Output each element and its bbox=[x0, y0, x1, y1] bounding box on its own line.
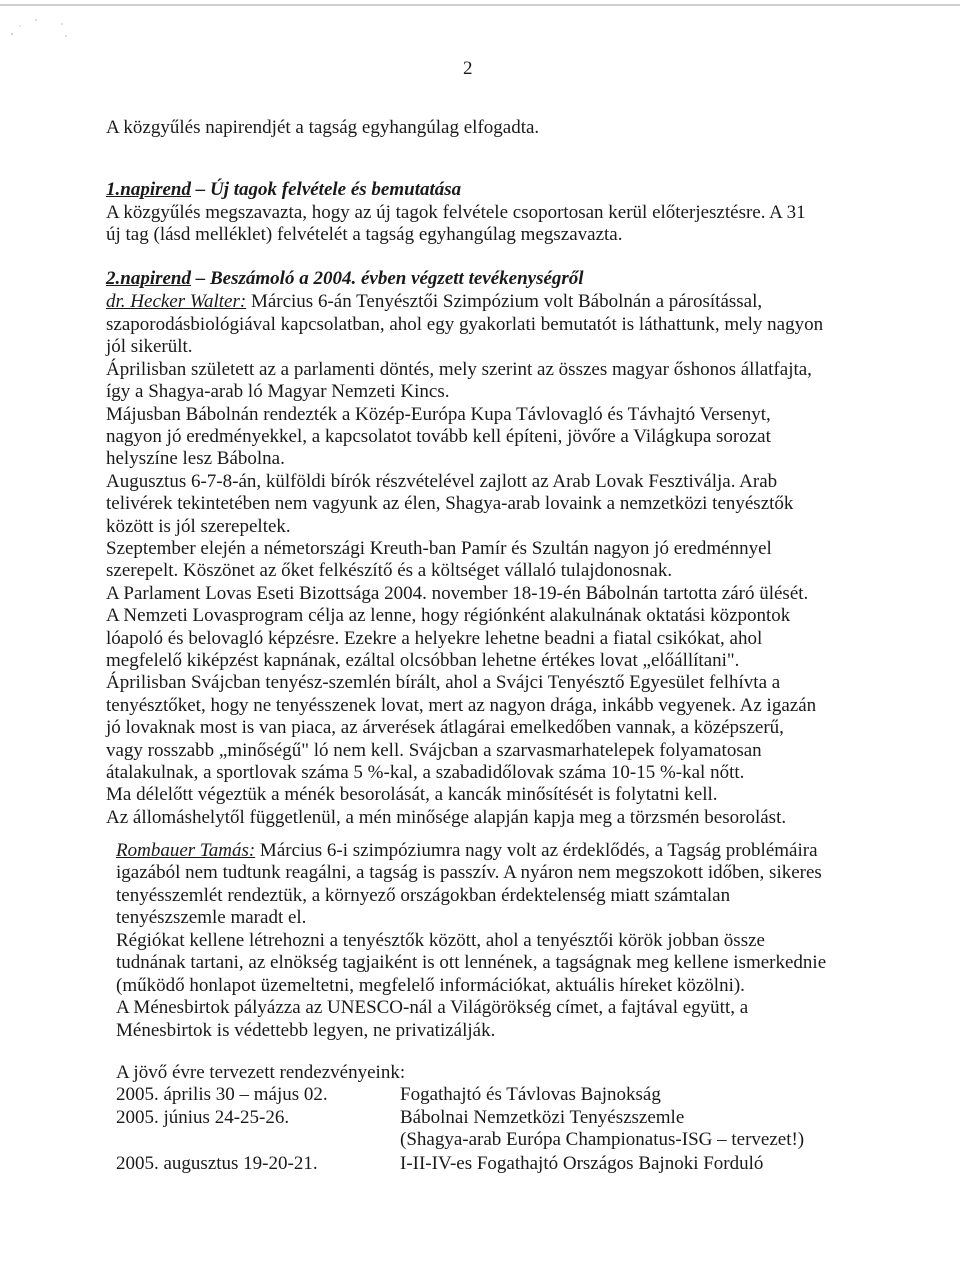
rombauer-text-line: Ménesbirtok is védettebb legyen, ne privatizálják. bbox=[116, 1019, 496, 1041]
rombauer-text-line: A Ménesbirtok pályázza az UNESCO-nál a Világörökség címet, a fajtával együtt, a bbox=[116, 997, 749, 1018]
rombauer-text-line: tenyésszemlét rendeztük, a környező országokban érdektelenség miatt számtalan bbox=[116, 884, 731, 906]
agenda2-text-line: Májusban Bábolnán rendezték a Közép-Európa Kupa Távlovagló és Távhajtó Versenyt, bbox=[106, 403, 771, 425]
agenda2-text-line: jó lovaknak most is van piaca, az árverések átlagárai emelkedőben vannak, a középszerű, bbox=[106, 717, 784, 739]
agenda1-dash: – bbox=[191, 179, 210, 200]
agenda2-text-line: megfelelő kiképzést kapnának, ezáltal olcsóbban lehetne értékes lovat „előállítani". bbox=[106, 650, 740, 671]
agenda2-text-line: nagyon jó eredményekkel, a kapcsolatot tovább kell építeni, jövőre a Világkupa sorozat bbox=[106, 426, 771, 447]
agenda2-text-line: lóapoló és belovagló képzésre. Ezekre a helyekre lehetne beadni a fiatal csikókat, ahol bbox=[106, 627, 763, 649]
agenda2-text-line: így a Shagya-arab ló Magyar Nemzeti Kincs. bbox=[106, 381, 450, 403]
agenda2-first-line-text: Március 6-án Tenyésztői Szimpózium volt Bábolnán a párosítással, bbox=[246, 291, 763, 312]
rombauer-text-line: tudnának tartani, az elnökség tagjaiként is ott lennének, a tagságnak meg kellene ismerkednie bbox=[116, 952, 827, 973]
event-name: Bábolnai Nemzetközi Tenyészszemle bbox=[400, 1107, 685, 1128]
agenda1-text-line: A közgyűlés megszavazta, hogy az új tagok felvétele csoportosan kerül előterjesztésre. A 31 bbox=[106, 202, 806, 223]
speaker-rombauer: Rombauer Tamás: bbox=[116, 840, 256, 861]
scan-specks bbox=[6, 14, 76, 42]
agenda2-title: Beszámoló a 2004. évben végzett tevékenységről bbox=[210, 268, 584, 289]
agenda2-text-line: A Nemzeti Lovasprogram célja az lenne, hogy régiónként alakulnának oktatási központok bbox=[106, 605, 791, 627]
event-note: (Shagya-arab Európa Championatus-ISG – tervezet!) bbox=[400, 1129, 805, 1150]
agenda1-title: Új tagok felvétele és bemutatása bbox=[210, 179, 462, 200]
agenda1-label: 1.napirend bbox=[106, 179, 191, 200]
agenda1-text-line: új tag (lásd melléklet) felvételét a tagság egyhangúlag megszavazta. bbox=[106, 224, 623, 245]
event-name: I-II-IV-es Fogathajtó Országos Bajnoki Forduló bbox=[400, 1153, 764, 1174]
agenda2-text-line: átalakulnak, a sportlovak száma 5 %-kal, a szabadidőlovak száma 10-15 %-kal nőtt. bbox=[106, 762, 745, 783]
event-name: Fogathajtó és Távlovas Bajnokság bbox=[400, 1084, 661, 1105]
intro-paragraph: A közgyűlés napirendjét a tagság egyhangúlag elfogadta. bbox=[106, 117, 540, 138]
page-number: 2 bbox=[463, 58, 473, 79]
agenda2-text-line: Augusztus 6-7-8-án, külföldi bírók részvételével zajlott az Arab Lovak Fesztiválja. Arab bbox=[106, 470, 778, 492]
agenda2-text-line: helyszíne lesz Bábolna. bbox=[106, 448, 285, 470]
event-date: 2005. április 30 – május 02. bbox=[116, 1084, 328, 1105]
agenda2-text-line: Az állomáshelytől függetlenül, a mén minősége alapján kapja meg a törzsmén besorolást. bbox=[106, 806, 787, 828]
rombauer-first-line bbox=[116, 840, 818, 862]
agenda2-text-line: Áprilisban született az a parlamenti döntés, mely szerint az összes magyar őshonos állatfajta, bbox=[106, 358, 812, 380]
agenda2-text-line: szerepelt. Köszönet az őket felkészítő és a költséget vállaló tulajdonosnak. bbox=[106, 560, 673, 582]
agenda2-dash: – bbox=[191, 268, 210, 289]
event-date: 2005. augusztus 19-20-21. bbox=[116, 1153, 318, 1174]
scan-edge-line bbox=[0, 4, 960, 6]
rombauer-text-line: tenyészszemle maradt el. bbox=[116, 907, 307, 928]
rombauer-text-line: Régiókat kellene létrehozni a tenyésztők között, ahol a tenyésztői körök jobban össze bbox=[116, 929, 765, 951]
agenda2-text-line: A Parlament Lovas Eseti Bizottsága 2004. november 18-19-én Bábolnán tartotta záró ülését. bbox=[106, 582, 809, 604]
agenda2-text-line: vagy rosszabb „minőségű" ló nem kell. Svájcban a szarvasmarhatelepek folyamatosan bbox=[106, 739, 762, 761]
agenda2-text-line: Áprilisban Svájcban tenyész-szemlén bírált, ahol a Svájci Tenyésztő Egyesület felhívta a bbox=[106, 672, 781, 694]
event-date: 2005. június 24-25-26. bbox=[116, 1107, 290, 1128]
agenda2-heading bbox=[106, 268, 584, 290]
agenda2-first-line bbox=[106, 291, 762, 313]
rombauer-text-line: (működő honlapot üzemeltetni, megfelelő információkat, aktuális híreket közölni). bbox=[116, 974, 745, 996]
agenda2-text-line: tenyésztőket, hogy ne tenyésszenek lovat, mert az nagyon drága, inkább vegyenek. Az igazán bbox=[106, 694, 817, 716]
agenda1-heading bbox=[106, 179, 461, 201]
agenda2-label: 2.napirend bbox=[106, 268, 191, 289]
events-heading: A jövő évre tervezett rendezvényeink: bbox=[116, 1062, 406, 1083]
agenda2-text-line: Ma délelőtt végeztük a ménék besorolását, a kancák minősítését is folytatni kell. bbox=[106, 784, 718, 806]
agenda2-text-line: között is jól szerepeltek. bbox=[106, 515, 291, 537]
rombauer-text-line: igazából nem tudtunk reagálni, a tagság is passzív. A nyáron nem megszokott időben, sikeres bbox=[116, 862, 822, 883]
rombauer-first-line-text: Március 6-i szimpóziumra nagy volt az érdeklődés, a Tagság problémáira bbox=[255, 840, 818, 861]
agenda2-text-line: telivérek tekintetében nem vagyunk az élen, Shagya-arab lovaink a nemzetközi tenyésztők bbox=[106, 493, 794, 515]
agenda2-text-line: jól sikerült. bbox=[106, 336, 193, 358]
agenda2-text-line: Szeptember elején a németországi Kreuth-ban Pamír és Szultán nagyon jó eredménnyel bbox=[106, 538, 772, 559]
agenda2-text-line: szaporodásbiológiával kapcsolatban, ahol egy gyakorlati bemutatót is láthattunk, mely nagyon bbox=[106, 314, 824, 335]
speaker-hecker: dr. Hecker Walter: bbox=[106, 291, 247, 312]
